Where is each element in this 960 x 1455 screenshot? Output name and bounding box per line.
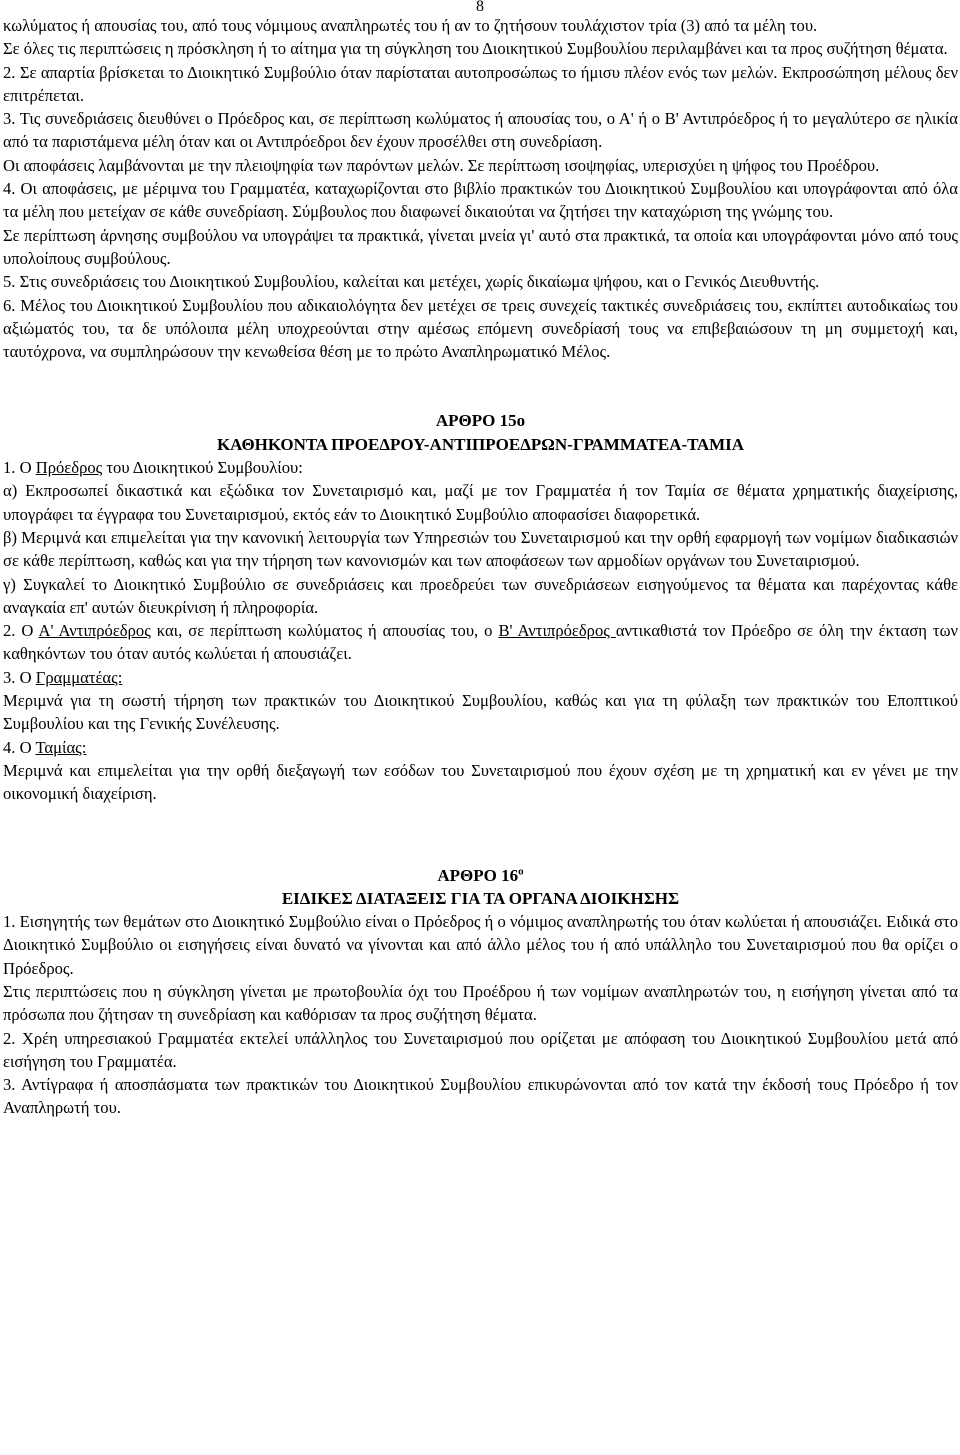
paragraph: Οι αποφάσεις λαμβάνονται με την πλειοψηφία των παρόντων μελών. Σε περίπτωση ισοψηφίας, υπερισχύει η ψήφος του Προέδρου. <box>3 155 880 175</box>
article-15-subheading: ΚΑΘΗΚΟΝΤΑ ΠΡΟΕΔΡΟΥ-ΑΝΤΙΠΡΟΕΔΡΩΝ-ΓΡΑΜΜΑΤΕΑ-ΤΑΜΙΑ <box>216 434 745 454</box>
text-span: του Διοικητικού Συμβουλίου: <box>102 458 303 478</box>
text-span: αντικαθιστά τον Πρόεδρο σε όλη την έκταση των καθηκόντων του όταν αυτός κωλύεται ή απουσιάζει. <box>3 621 959 664</box>
paragraph: 3. Αντίγραφα ή αποσπάσματα των πρακτικών του Διοικητικού Συμβουλίου επικυρώνονται από τον κατά την έκδοσή τους Πρόεδρο ή τον Αναπληρωτή του. <box>3 1075 958 1118</box>
paragraph: 2. Χρέη υπηρεσιακού Γραμματέα εκτελεί υπάλληλος του Συνεταιρισμού που ορίζεται με απόφαση του Διοικητικού Συμβουλίου μετά από εισήγηση του Γραμματέα. <box>3 1028 958 1071</box>
paragraph: Σε περίπτωση άρνησης συμβούλου να υπογράψει τα πρακτικά, γίνεται μνεία γι' αυτό στα πρακτικά, τα οποία και υπογράφονται μόνο από τους υπολοίπους συμβούλους. <box>3 225 958 268</box>
heading-text: ΑΡΘΡΟ 16 <box>437 865 519 885</box>
text-span: 4. Ο <box>3 737 36 757</box>
paragraph: Σε όλες τις περιπτώσεις η πρόσκληση ή το αίτημα για τη σύγκληση του Διοικητικού Συμβουλίου περιλαμβάνει και τα προς συζήτηση θέματα. <box>3 39 948 59</box>
article-15-item-2 <box>3 619 958 666</box>
paragraph: 1. Εισηγητής των θεμάτων στο Διοικητικό Συμβούλιο είναι ο Πρόεδρος ή ο νόμιμος αναπληρωτής του όταν κωλύεται ή απουσιάζει. Ειδικά στο Διοικητικό Συμβούλιο οι εισηγήσεις είναι δυνατό να γίνονται και από άλλο μέλος του ή από υπάλληλο του Συνεταιρισμού που θα ορίζει ο Πρόεδρος. <box>3 912 958 978</box>
underlined-term: Ταμίας: <box>35 737 87 757</box>
article-16-subheading: ΕΙΔΙΚΕΣ ΔΙΑΤΑΞΕΙΣ ΓΙΑ ΤΑ ΟΡΓΑΝΑ ΔΙΟΙΚΗΣΗΣ <box>281 888 680 908</box>
article-16-heading <box>3 864 958 887</box>
article-15-item-3 <box>3 666 958 689</box>
underlined-term: Α' Αντιπρόεδρος <box>38 621 151 641</box>
paragraph: Στις περιπτώσεις που η σύγκληση γίνεται με πρωτοβουλία όχι του Προέδρου ή των νομίμων αναπληρωτών του, η εισήγηση γίνεται από τα πρόσωπα που ζήτησαν τη συνεδρίαση και καθόρισαν τα προς συζήτηση θέματα. <box>3 981 958 1025</box>
paragraph: α) Εκπροσωπεί δικαστικά και εξώδικα τον Συνεταιρισμό και, μαζί με τον Γραμματέα ή τον Ταμία σε θέματα χρηματικής διαχείρισης, υπογράφει τα έγγραφα του Συνεταιρισμού, εκτός εάν το Διοικητικό Συμβούλιο αποφασίσει διαφορετικά. <box>3 481 958 524</box>
article-15-item-4 <box>3 736 958 759</box>
underlined-term: Πρόεδρος <box>35 458 103 478</box>
text-span: 1. Ο <box>3 458 36 478</box>
paragraph: κωλύματος ή απουσίας του, από τους νόμιμους αναπληρωτές του ή αν το ζητήσουν τουλάχιστον τρία (3) από τα μέλη του. <box>3 16 818 35</box>
paragraph: 6. Μέλος του Διοικητικού Συμβουλίου που αδικαιολόγητα δεν μετέχει σε τρεις συνεχείς τακτικές συνεδριάσεις του, εκπίπτει αυτοδικαίως του αξιώματός του, τα δε υπόλοιπα μέλη υποχρεούνται στην αμέσως επόμενη συνεδρίασή τους να επιβεβαιώσουν τη μη συμμετοχή και, ταυτόχρονα, να συμπληρώσουν την κενωθείσα θέση με το πρώτο Αναπληρωματικό Μέλος. <box>3 295 958 362</box>
paragraph: 4. Οι αποφάσεις, με μέριμνα του Γραμματέα, καταχωρίζονται στο βιβλίο πρακτικών του Διοικητικού Συμβουλίου και υπογράφονται από όλα τα μέλη που μετείχαν σε κάθε συνεδρίαση. Σύμβουλος που διαφωνεί δικαιούται να ζητήσει την καταχώριση της γνώμης του. <box>3 179 958 222</box>
underlined-term: Γραμματέας: <box>35 667 123 687</box>
heading-superscript: ο <box>518 864 524 877</box>
section-spacer <box>3 363 958 409</box>
section-spacer <box>3 806 958 864</box>
paragraph: 5. Στις συνεδριάσεις του Διοικητικού Συμβουλίου, καλείται και μετέχει, χωρίς δικαίωμα ψήφου, και ο Γενικός Διευθυντής. <box>3 272 820 292</box>
article-15-item-1 <box>3 456 958 479</box>
text-span: 2. Ο <box>3 621 39 641</box>
document-body <box>3 14 958 1120</box>
underlined-term: Β' Αντιπρόεδρος <box>498 621 616 641</box>
page-number: 8 <box>476 0 484 15</box>
paragraph: Μεριμνά και επιμελείται για την ορθή διεξαγωγή των εσόδων του Συνεταιρισμού που έχουν σχέση με τη χρηματική και εν γένει με την οικονομική διαχείριση. <box>3 760 958 804</box>
paragraph: 2. Σε απαρτία βρίσκεται το Διοικητικό Συμβούλιο όταν παρίσταται αυτοπροσώπως το ήμισυ πλέον ενός των μελών. Εκπροσώπηση μέλους δεν επιτρέπεται. <box>3 62 958 105</box>
text-span: και, σε περίπτωση κωλύματος ή απουσίας του, ο <box>150 621 499 641</box>
article-15-heading: ΑΡΘΡΟ 15ο <box>435 411 526 431</box>
paragraph: γ) Συγκαλεί το Διοικητικό Συμβούλιο σε συνεδριάσεις και προεδρεύει των συνεδριάσεων εισηγούμενος τα θέματα και παρέχοντας κάθε αναγκαία επ' αυτών διευκρίνιση ή πληροφορία. <box>3 574 958 617</box>
paragraph: Μεριμνά για τη σωστή τήρηση των πρακτικών του Διοικητικού Συμβουλίου, καθώς και για τη φύλαξη των πρακτικών του Εποπτικού Συμβουλίου και της Γενικής Συνέλευσης. <box>3 691 958 734</box>
paragraph: 3. Τις συνεδριάσεις διευθύνει ο Πρόεδρος και, σε περίπτωση κωλύματος ή απουσίας του, ο Α' ή ο Β' Αντιπρόεδρος ή το μεγαλύτερο σε ηλικία από τα παριστάμενα μέλη όταν και οι Αντιπρόεδροι δεν έχουν προσέλθει στη συνεδρίαση. <box>3 109 958 152</box>
text-span: 3. Ο <box>3 667 36 687</box>
paragraph: β) Μεριμνά και επιμελείται για την κανονική λειτουργία των Υπηρεσιών του Συνεταιρισμού και την ορθή εφαρμογή των νομίμων διαδικασιών σε κάθε περίπτωση, καθώς και για την τήρηση των κανονισμών και των αποφάσεων των αρμοδίων οργάνων του Συνεταιρισμού. <box>3 527 958 571</box>
